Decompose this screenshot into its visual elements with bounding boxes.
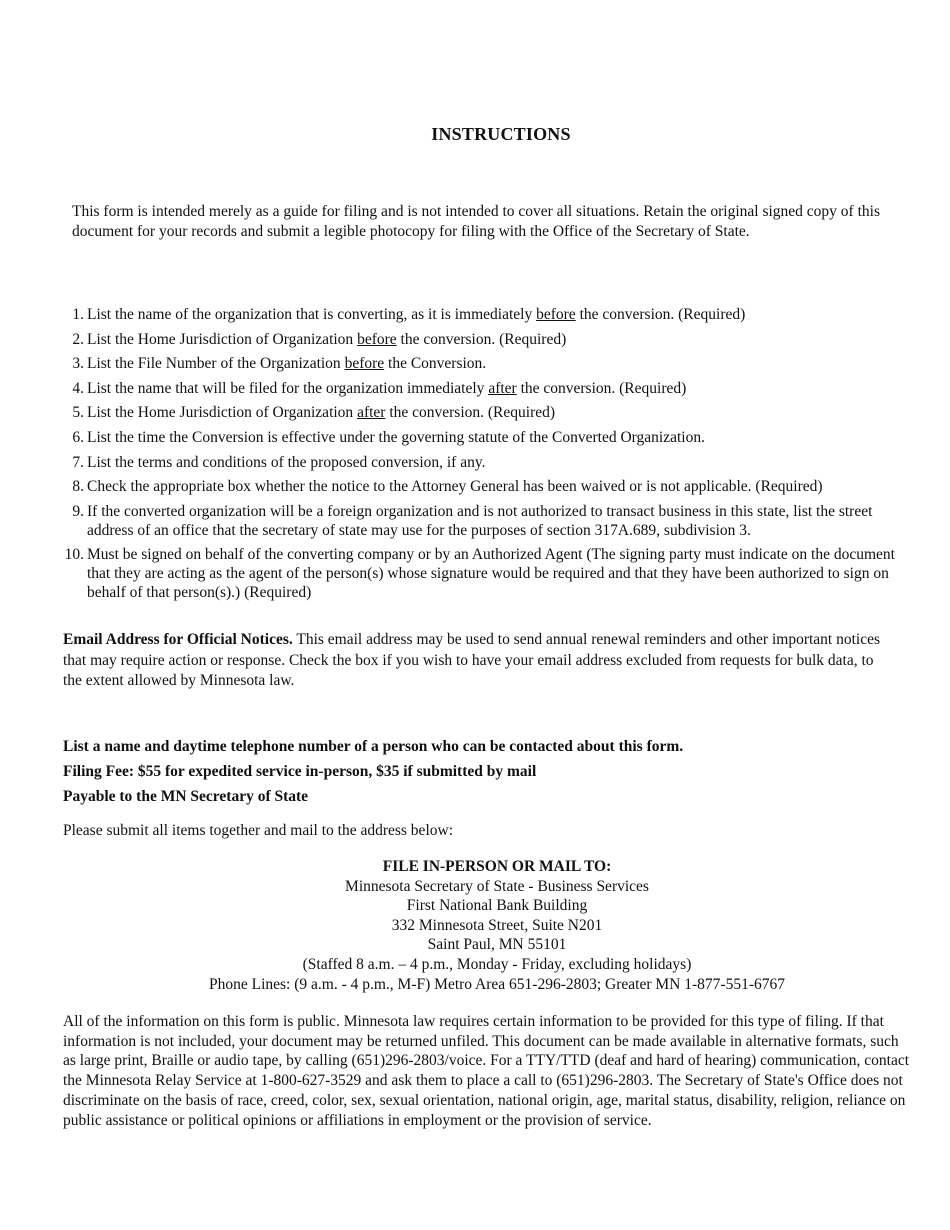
step-item bbox=[60, 330, 920, 349]
step-text: Check the appropriate box whether the notice to the Attorney General has been waived or is not applicable. (Required) bbox=[87, 478, 823, 496]
step-text: List the time the Conversion is effective under the governing statute of the Converted Organization. bbox=[87, 428, 705, 446]
step-item bbox=[60, 428, 920, 447]
address-line: Saint Paul, MN 55101 bbox=[427, 936, 567, 954]
step-item bbox=[60, 354, 920, 373]
step-text: the conversion. (Required) bbox=[575, 306, 746, 323]
step-number: 5. bbox=[72, 404, 84, 422]
step-emphasis: before bbox=[357, 330, 397, 348]
step-number: 4. bbox=[72, 379, 84, 397]
public-information-notice: All of the information on this form is public. Minnesota law requires certain information to be provided for this type of filing. If that information is not included, your document may be returned unfiled. This document can be made available in alternative formats, such as large print, Braille or audio tape, by calling (651)296-2803/voice. For a TTY/TTD (deaf and hard of hearing) communication, contact the Minnesota Relay Service at 1-800-627-3529 and ask them to place a call to (651)296-2803. The Secretary of State's Office does not discriminate on the basis of race, creed, color, sex, sexual orientation, national origin, age, marital status, disability, religion, reliance on public assistance or political opinions or affiliations in employment or the provision of service. bbox=[63, 1013, 910, 1129]
step-item bbox=[60, 403, 920, 422]
step-item bbox=[60, 502, 920, 540]
step-number: 2. bbox=[72, 330, 84, 348]
step-text: If the converted organization will be a foreign organization and is not authorized to transact business in this state, list the street address of an office that the secretary of state may use for the purposes of section 317A.689, subdivision 3. bbox=[87, 502, 873, 539]
email-notice-paragraph bbox=[63, 630, 883, 692]
step-item bbox=[60, 305, 920, 324]
contact-line: List a name and daytime telephone number of a person who can be contacted about this form. bbox=[63, 738, 684, 755]
step-emphasis: after bbox=[357, 404, 386, 422]
address-line: 332 Minnesota Street, Suite N201 bbox=[391, 916, 603, 934]
address-line: Minnesota Secretary of State - Business Services bbox=[345, 877, 649, 895]
intro-paragraph: This form is intended merely as a guide for filing and is not intended to cover all situations. Retain the original signed copy of this document for your records and submit a legible photocopy for filing with the Office of the Secretary of State. bbox=[72, 203, 880, 240]
step-number: 9. bbox=[72, 502, 84, 520]
step-text: List the Home Jurisdiction of Organization bbox=[87, 404, 358, 422]
step-text: List the Home Jurisdiction of Organization bbox=[87, 330, 358, 348]
step-text: the conversion. (Required) bbox=[385, 404, 556, 422]
step-item bbox=[60, 477, 920, 496]
phone-lines: Phone Lines: (9 a.m. - 4 p.m., M-F) Metro Area 651-296-2803; Greater MN 1-877-551-6767 bbox=[209, 975, 785, 993]
step-number: 7. bbox=[72, 453, 84, 471]
payable-line: Payable to the MN Secretary of State bbox=[63, 788, 309, 805]
step-text: List the name that will be filed for the organization immediately bbox=[87, 379, 489, 397]
mailing-address-block bbox=[0, 857, 950, 994]
email-notice-heading: Email Address for Official Notices. bbox=[63, 631, 293, 648]
step-text: List the terms and conditions of the proposed conversion, if any. bbox=[87, 453, 486, 471]
step-text: the Conversion. bbox=[384, 355, 487, 373]
step-emphasis: before bbox=[536, 306, 576, 323]
page-title: INSTRUCTIONS bbox=[431, 124, 571, 144]
step-number: 1. bbox=[72, 306, 84, 323]
office-hours-line: (Staffed 8 a.m. – 4 p.m., Monday - Friday, excluding holidays) bbox=[302, 955, 692, 973]
step-text: Must be signed on behalf of the converting company or by an Authorized Agent (The signing party must indicate on the document that they are acting as the agent of the person(s) whose signature would be required and that they have been authorized to sign on behalf of that person(s).) (Required) bbox=[87, 546, 895, 602]
step-text: List the File Number of the Organization bbox=[87, 355, 345, 373]
step-text: List the name of the organization that is converting, as it is immediately bbox=[87, 306, 537, 323]
step-emphasis: after bbox=[488, 379, 517, 397]
step-text: the conversion. (Required) bbox=[396, 330, 567, 348]
step-number: 10. bbox=[64, 546, 84, 564]
step-number: 6. bbox=[72, 428, 84, 446]
step-emphasis: before bbox=[344, 355, 385, 373]
step-item bbox=[60, 379, 920, 398]
step-item bbox=[60, 545, 920, 602]
address-line: First National Bank Building bbox=[406, 897, 588, 915]
filing-fee-line: Filing Fee: $55 for expedited service in-person, $35 if submitted by mail bbox=[63, 763, 537, 780]
step-number: 3. bbox=[72, 355, 84, 373]
email-notice-text: This email address may be used to send annual renewal reminders and other important notices that may require action or response. Check the box if you wish to have your email address excluded from requests for bulk data, to the extent allowed by Minnesota law. bbox=[63, 631, 881, 689]
step-number: 8. bbox=[72, 478, 84, 496]
step-item bbox=[60, 453, 920, 472]
contact-and-fee-section bbox=[63, 734, 903, 809]
instruction-steps-list bbox=[60, 305, 920, 608]
submit-instructions: Please submit all items together and mail to the address below: bbox=[63, 822, 453, 839]
step-text: the conversion. (Required) bbox=[516, 379, 687, 397]
address-heading: FILE IN-PERSON OR MAIL TO: bbox=[382, 858, 612, 875]
